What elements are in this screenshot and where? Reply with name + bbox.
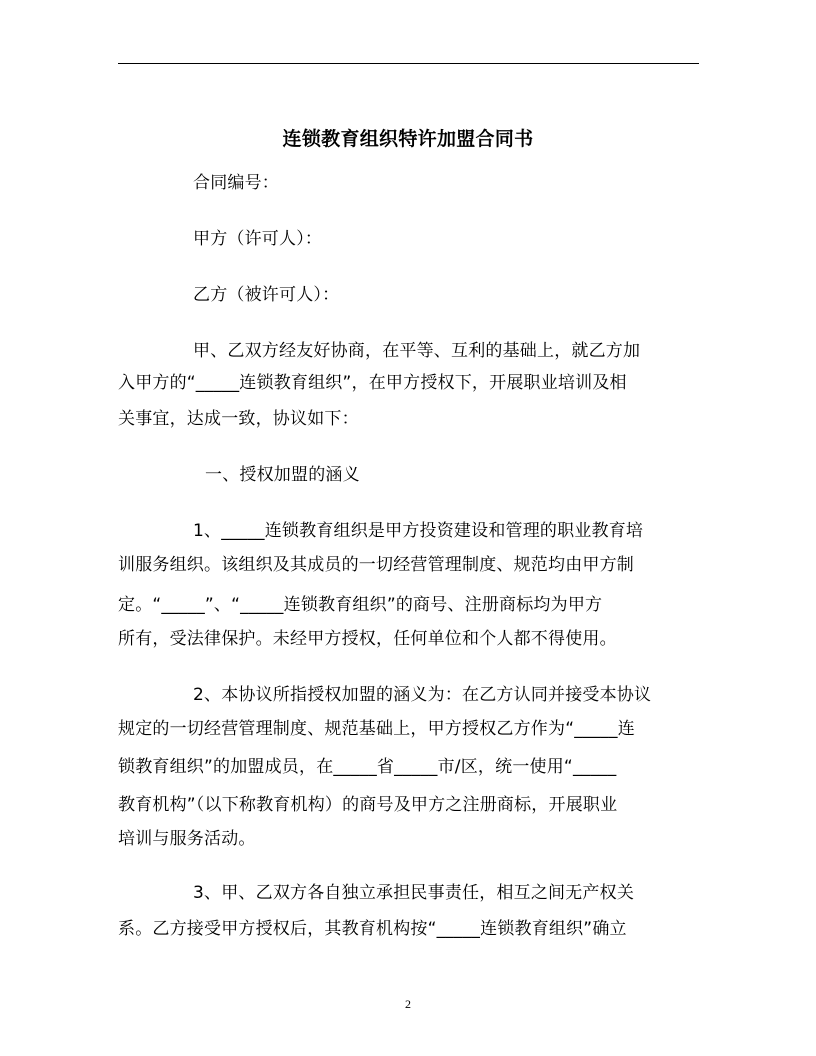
clause-2-line: 培训与服务活动。 xyxy=(118,829,256,849)
document-title: 连锁教育组织特许加盟合同书 xyxy=(282,128,534,150)
preamble-line: 入甲方的“_____连锁教育组织”，在甲方授权下，开展职业培训及相 xyxy=(118,373,627,393)
header-rule xyxy=(118,63,699,64)
clause-2-line: 2、本协议所指授权加盟的涵义为：在乙方认同并接受本协议 xyxy=(193,685,652,705)
clause-1-line: 训服务组织。该组织及其成员的一切经营管理制度、规范均由甲方制 xyxy=(118,555,634,575)
preamble-line: 关事宜，达成一致，协议如下： xyxy=(118,409,359,429)
party-b-field: 乙方（被许可人）： xyxy=(193,285,340,305)
clause-1-line: 1、_____连锁教育组织是甲方投资建设和管理的职业教育培 xyxy=(193,521,644,541)
party-a-field: 甲方（许可人）： xyxy=(193,229,323,249)
clause-1-line: 所有，受法律保护。未经甲方授权，任何单位和个人都不得使用。 xyxy=(118,629,617,649)
clause-2-line: 锁教育组织”的加盟成员，在_____省_____市/区，统一使用“_____ xyxy=(118,757,617,777)
clause-3-line: 3、甲、乙双方各自独立承担民事责任，相互之间无产权关 xyxy=(193,883,635,903)
clause-2-line: 规定的一切经营管理制度、规范基础上，甲方授权乙方作为“_____连 xyxy=(118,719,635,739)
clause-1-line: 定。“_____”、“_____连锁教育组织”的商号、注册商标均为甲方 xyxy=(118,595,603,615)
clause-3-line: 系。乙方接受甲方授权后，其教育机构按“_____连锁教育组织”确立 xyxy=(118,919,627,939)
preamble-line: 甲、乙双方经友好协商，在平等、互利的基础上，就乙方加 xyxy=(193,341,641,361)
section-heading: 一、授权加盟的涵义 xyxy=(205,465,360,485)
page-number: 2 xyxy=(405,997,411,1011)
contract-number-field: 合同编号： xyxy=(193,173,279,193)
clause-2-line: 教育机构”（以下称教育机构）的商号及甲方之注册商标，开展职业 xyxy=(118,795,618,815)
